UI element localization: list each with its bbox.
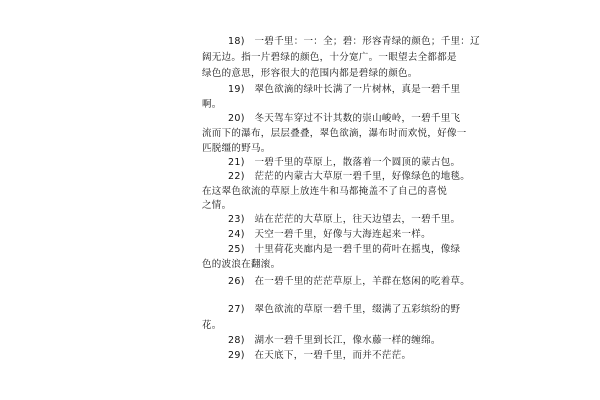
text-line-25b: 色的波浪在翻滚。 (202, 259, 281, 270)
text-line-22c: 之情。 (202, 200, 232, 211)
text-line-24: 24) 天空一碧千里，好像与大海连起来一样。 (228, 229, 431, 240)
text-line-19a: 19) 翠色欲滴的绿叶长满了一片树林，真是一碧千里 (228, 84, 461, 95)
text-line-21: 21) 一碧千里的草原上，散落着一个圆顶的蒙古包。 (228, 157, 461, 168)
text-line-18a: 18) 一碧千里：一：全；碧：形容青绿的颜色；千里：辽 (228, 36, 480, 47)
text-line-29: 29) 在天底下，一碧千里，而并不茫茫。 (228, 350, 412, 361)
text-line-20c: 匹脱缰的野马。 (202, 143, 271, 154)
text-line-25a: 25) 十里荷花夹廊内是一碧千里的荷叶在摇曳，像绿 (228, 244, 461, 255)
text-line-18c: 绿色的意思，形容很大的范围内都是碧绿的颜色。 (202, 68, 418, 79)
text-line-27b: 花。 (202, 320, 222, 331)
text-line-27a: 27) 翠色欲流的草原一碧千里，缀满了五彩缤纷的野 (228, 304, 461, 315)
text-line-28: 28) 湖水一碧千里到长江，像水藤一样的缠绵。 (228, 335, 441, 346)
text-line-26: 26) 在一碧千里的茫茫草原上，羊群在悠闲的吃着草。 (228, 276, 471, 287)
text-line-23: 23) 站在茫茫的大草原上，往天边望去，一碧千里。 (228, 214, 461, 225)
text-line-18b: 阔无边。指一片碧绿的颜色，十分宽广。一眼望去全都都是 (202, 52, 457, 63)
text-line-20b: 流而下的瀑布，层层叠叠，翠色欲滴，瀑布时而欢悦，好像一 (202, 128, 467, 139)
text-line-20a: 20) 冬天驾车穿过不计其数的崇山峻岭，一碧千里飞 (228, 113, 461, 124)
text-line-19b: 啊。 (202, 99, 222, 110)
text-line-22a: 22) 茫茫的内蒙古大草原一碧千里，好像绿色的地毯。 (228, 171, 471, 182)
text-line-22b: 在这翠色欲流的草原上放连牛和马都掩盖不了自己的喜悦 (202, 186, 448, 197)
